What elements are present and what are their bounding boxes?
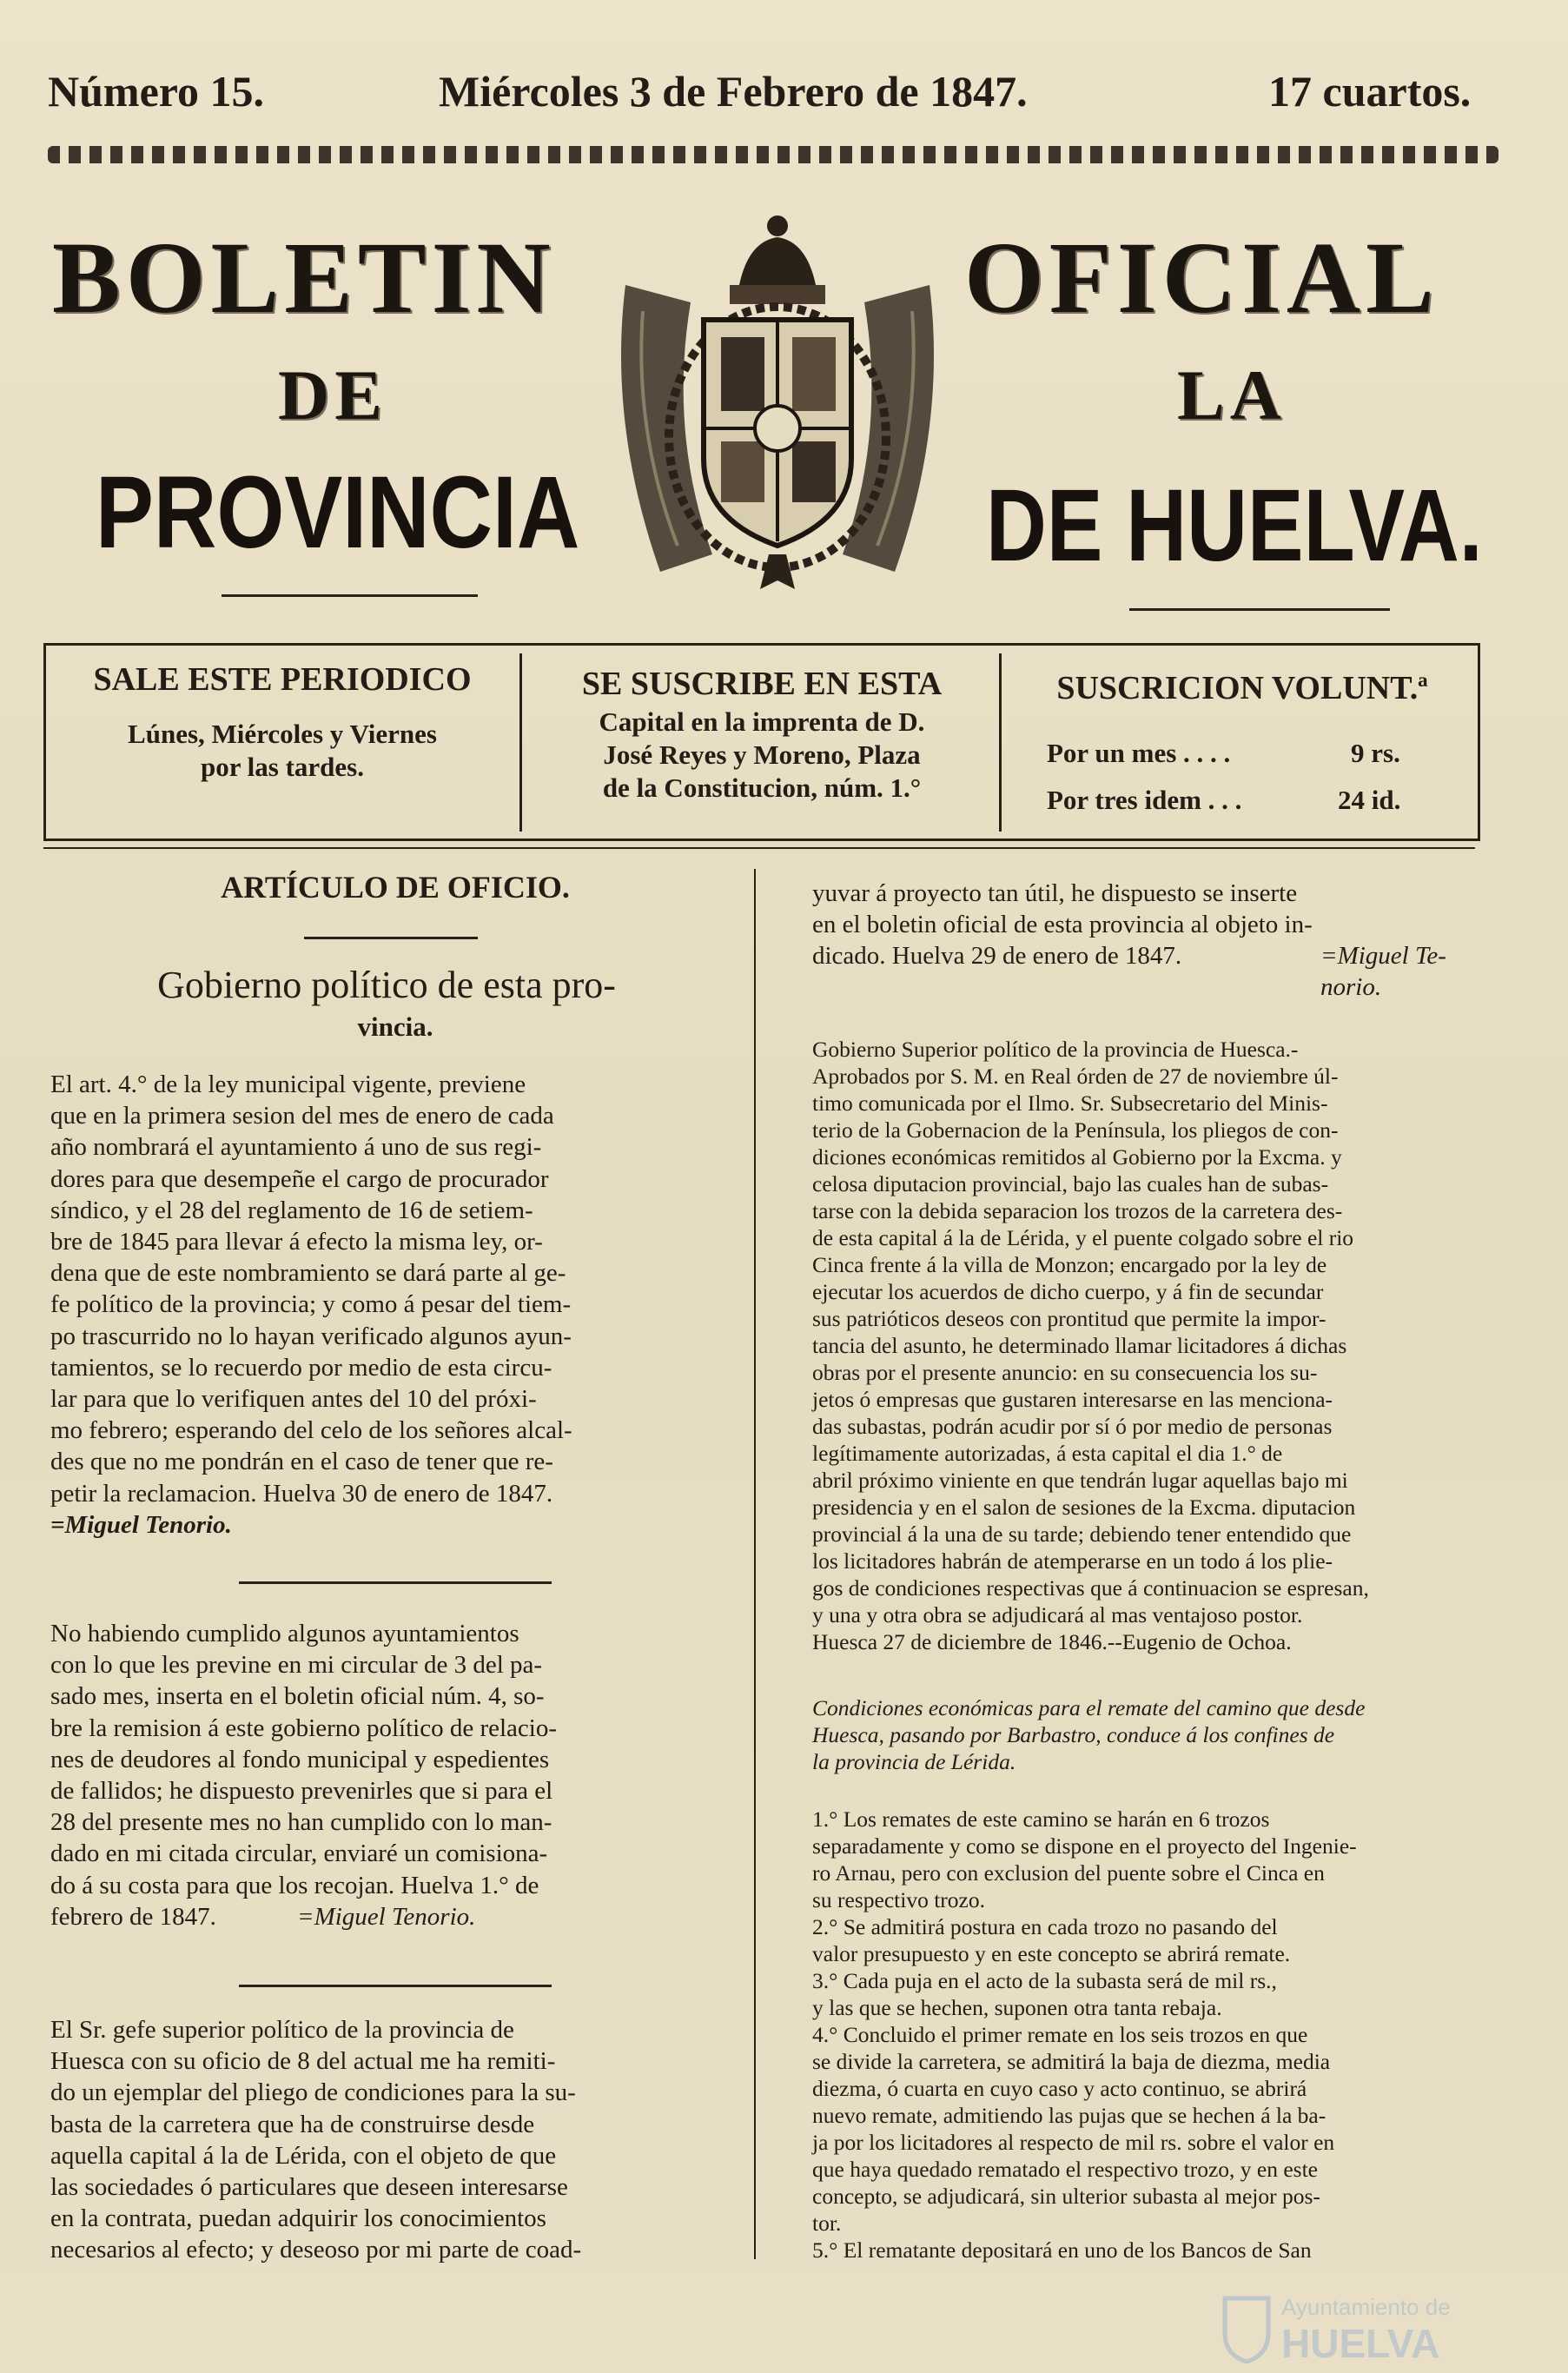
article-rule-2 <box>239 1985 552 1987</box>
info-divider-1 <box>519 653 522 832</box>
publication-schedule-heading: SALE ESTE PERIODICO <box>93 661 472 698</box>
info-divider-2 <box>999 653 1002 832</box>
article-signature-1: =Miguel Tenorio. <box>50 1511 232 1539</box>
subscription-place-line1: Capital en la imprenta de D. <box>599 706 925 737</box>
article-paragraph-2: No habiendo cumplido algunos ayuntamientos con lo que les previne en mi circular de 3 del pa- sado mes, inserta en el boletin oficial núm. 4, so- bre la remision á este gobierno político de relacio- nes de deudores al fondo municipal y espedientes de fallidos; he dispuesto prevenirles que si para el 28 del presente mes no han cumplido con lo man- dado en mi citada circular, enviaré un comisiona- do á su costa para que los recojan. Huelva 1.° de febrero de 1847. <box>50 1620 558 1931</box>
subscription-place-heading: SE SUSCRIBE EN ESTA <box>581 666 943 702</box>
title-provincia: PROVINCIA <box>96 455 580 570</box>
title-la: LA <box>1177 355 1287 434</box>
price-three-months-label: Por tres idem . . . <box>1047 785 1242 815</box>
publication-time: por las tardes. <box>200 752 364 782</box>
publication-days: Lúnes, Miércoles y Viernes <box>128 719 437 749</box>
city-shield-icon <box>1221 2294 1273 2363</box>
watermark-line1: Ayuntamiento de <box>1281 2294 1451 2320</box>
conditions-heading: Condiciones económicas para el remate del camino que desde Huesca, pasando por Barbastro, conduce á los confines de la provincia de Lérida. <box>812 1695 1366 1774</box>
title-de: DE <box>278 355 387 434</box>
huesca-notice: Gobierno Superior político de la provincia de Huesca.- Aprobados por S. M. en Real órden de 27 de noviembre úl- timo comunicada por el Ilmo. Sr. Subsecretario del Minis- terio de la Gobernacion de la Península, los pliegos de con- diciones económicas remitidos al Gobierno por la Excma. y celosa diputacion provincial, bajo las cuales han de subas- tarse con la debida separacion los trozos de la carretera des- de esta capital á la de Lérida, y el puente colgado sobre el rio Cinca frente á la villa de Monzon; encargado por la ley de ejecutar los acuerdos de dicho cuerpo, y á fin de secundar sus patrióticos deseos con prontitud que permite la impor- tancia del asunto, he determinado llamar licitadores á dichas obras por el presente anuncio: en su consecuencia los su- jetos ó empresas que gustaren interesarse en las menciona- das subastas, podrán acudir por sí ó por medio de personas legítimamente autorizadas, á esta capital el dia 1.° de abril próximo viniente en que tendrán lugar aquellas bajo mi presidencia y en el salon de sesiones de la Excma. diputacion provincial á la una de su tarde; debiendo tener entendido que los licitadores habrán de atemperarse en un todo á los plie- gos de condiciones respectivas que á continuacion se espresan, y una y otra obra se adjudicará al mas ventajoso postor. Huesca 27 de diciembre de 1846.--Eugenio de Ochoa. <box>812 1037 1369 1654</box>
gov-heading-line2: vincia. <box>357 1011 433 1042</box>
title-rule-right <box>1129 608 1390 611</box>
issue-price: 17 cuartos. <box>1268 67 1472 116</box>
section-rule <box>304 937 478 939</box>
ornamental-rule-top <box>48 146 1499 163</box>
section-heading: ARTÍCULO DE OFICIO. <box>221 870 570 905</box>
article-signature-2: =Miguel Tenorio. <box>297 1903 476 1931</box>
article-continuation: yuvar á proyecto tan útil, he dispuesto se inserte en el boletin oficial de esta provincia al objeto in- dicado. Huelva 29 de enero de 1847. <box>812 879 1313 971</box>
subscription-place-line2: José Reyes y Moreno, Plaza <box>603 739 921 770</box>
watermark-line2: HUELVA <box>1281 2321 1440 2366</box>
masthead <box>48 67 1499 116</box>
gov-heading-line1: Gobierno político de esta pro- <box>157 964 616 1006</box>
article-paragraph-3: El Sr. gefe superior político de la provincia de Huesca con su oficio de 8 del actual me ha remiti- do un ejemplar del pliego de condiciones para la su- basta de la carretera que ha de construirse desde aquella capital á la de Lérida, con el objeto de que las sociedades ó particulares que deseen interesarse en la contrata, puedan adquirir los conocimientos necesarios al efecto; y deseoso por mi parte de coad- <box>50 2016 582 2264</box>
article-rule-1 <box>239 1581 552 1584</box>
price-one-month-label: Por un mes . . . . <box>1047 738 1231 768</box>
info-bottom-rule <box>43 847 1475 849</box>
subscription-price-heading: SUSCRICION VOLUNT.ª <box>1056 670 1428 706</box>
title-oficial: OFICIAL <box>964 221 1439 335</box>
article-paragraph-1: El art. 4.° de la ley municipal vigente, previene que en la primera sesion del mes de enero de cada año nombrará el ayuntamiento á uno de sus regi- dores para que desempeñe el cargo de procurador síndico, y el 28 del reglamento de 16 de setiem- bre de 1845 para llevar á efecto la misma ley, or- dena que de este nombramiento se dará parte al ge- fe político de la provincia; y como á pesar del tiem- po trascurrido no lo hayan verificado algunos ayun- tamientos, se lo recuerdo por medio de esta circu- lar para que lo verifiquen antes del 10 del próxi- mo febrero; esperando del celo de los señores alcal- des que no me pondrán en el caso de tener que re- petir la reclamacion. Huelva 30 de enero de 1847. <box>50 1071 572 1508</box>
coat-of-arms-icon <box>608 207 947 598</box>
issue-date: Miércoles 3 de Febrero de 1847. <box>439 67 1028 116</box>
title-rule-left <box>222 594 478 597</box>
conditions-list: 1.° Los remates de este camino se harán en 6 trozos separadamente y como se dispone en el proyecto del Ingenie- ro Arnau, pero con exclusion del puente sobre el Cinca en su respectivo trozo. 2.° Se admitirá postura en cada trozo no pasando del valor presupuesto y en este concepto se abrirá remate. 3.° Cada puja en el acto de la subasta será de mil rs., y las que se hechen, suponen otra tanta rebaja. 4.° Concluido el primer remate en los seis trozos en que se divide la carretera, se admitirá la baja de diezma, media diezma, ó cuarta en cuyo caso y acto continuo, se abrirá nuevo remate, admitiendo las pujas que se hechen á la ba- ja por los licitadores al respecto de mil rs. sobre el valor en que haya quedado rematado el respectivo trozo, y en este concepto, se adjudicará, sin ulterior subasta al mejor pos- tor. 5.° El rematante depositará en uno de los Bancos de San <box>812 1806 1357 2263</box>
title-de-huelva: DE HUELVA. <box>986 468 1483 583</box>
column-divider <box>754 869 756 2259</box>
price-three-months-value: 24 id. <box>1338 785 1401 815</box>
article-continuation-signature: =Miguel Te- norio. <box>1320 942 1446 1002</box>
price-one-month-value: 9 rs. <box>1351 738 1400 768</box>
title-boletin: BOLETIN <box>52 221 556 335</box>
issue-number: Número 15. <box>48 67 265 116</box>
subscription-place-line3: de la Constitucion, núm. 1.° <box>602 772 922 803</box>
